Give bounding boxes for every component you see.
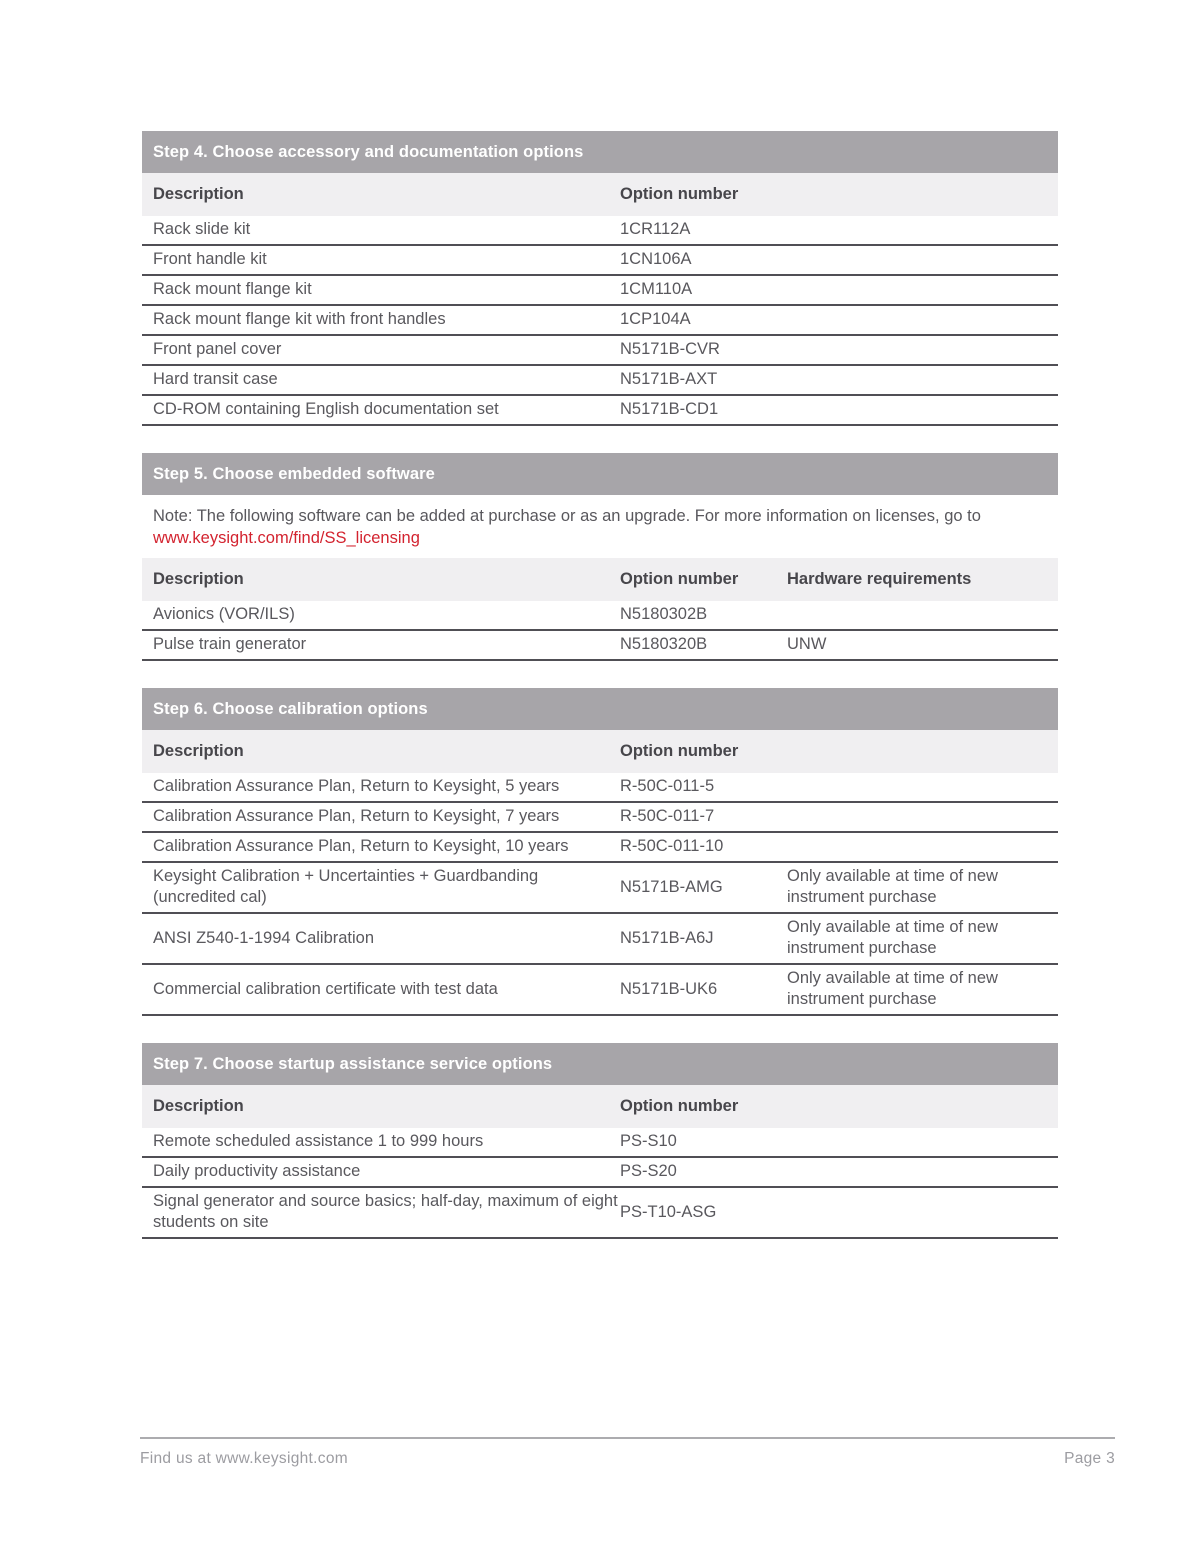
description-cell: Rack slide kit	[153, 220, 251, 238]
table-row	[142, 306, 1058, 336]
step-7-header-bar	[142, 1043, 1058, 1085]
step-4-title: Step 4. Choose accessory and documentation options	[153, 142, 584, 161]
option-number-cell: R-50C-011-5	[620, 777, 715, 795]
table-row	[142, 366, 1058, 396]
description-cell: Front handle kit	[153, 250, 267, 268]
option-number-cell: 1CP104A	[620, 310, 691, 328]
description-cell: Pulse train generator	[153, 635, 307, 653]
description-cell: Calibration Assurance Plan, Return to Keysight, 7 years	[153, 807, 560, 825]
step-6-column-header-row	[142, 730, 1058, 773]
option-number-cell: N5180320B	[620, 635, 708, 653]
option-number-cell: PS-T10-ASG	[620, 1202, 717, 1221]
description-cell: Front panel cover	[153, 340, 282, 358]
column-header-description: Description	[153, 570, 244, 588]
option-number-cell: N5171B-AXT	[620, 370, 718, 388]
step-5-section	[142, 453, 1058, 661]
step-4-section	[142, 131, 1058, 426]
option-number-cell: 1CN106A	[620, 250, 692, 268]
step-6-section	[142, 688, 1058, 1016]
description-cell: Daily productivity assistance	[153, 1162, 361, 1180]
table-row	[142, 396, 1058, 426]
table-row	[142, 965, 1058, 1016]
step-4-header-bar	[142, 131, 1058, 173]
table-row	[142, 276, 1058, 306]
licensing-link[interactable]: www.keysight.com/find/SS_licensing	[153, 529, 420, 547]
footer-find-us-text: Find us at www.keysight.com	[140, 1450, 348, 1467]
step-7-column-header-row	[142, 1085, 1058, 1128]
description-cell: Calibration Assurance Plan, Return to Keysight, 10 years	[153, 837, 569, 855]
table-row	[142, 914, 1058, 965]
table-row	[142, 246, 1058, 276]
option-number-cell: N5171B-A6J	[620, 928, 714, 947]
description-cell: Avionics (VOR/ILS)	[153, 605, 295, 623]
software-license-note	[142, 495, 1058, 558]
option-number-cell: 1CR112A	[620, 220, 691, 238]
step-6-title: Step 6. Choose calibration options	[153, 699, 428, 718]
table-row	[142, 833, 1058, 863]
hardware-requirements-cell: UNW	[787, 635, 827, 653]
option-number-cell: PS-S10	[620, 1132, 677, 1150]
availability-cell: Only available at time of new instrument purchase	[787, 918, 998, 957]
table-row	[142, 863, 1058, 914]
footer-page-number: Page 3	[1064, 1450, 1115, 1467]
table-row	[142, 631, 1058, 661]
table-row	[142, 1188, 1058, 1239]
step-7-section	[142, 1043, 1058, 1239]
note-text: Note: The following software can be added at purchase or as an upgrade. For more information on licenses, go to	[153, 507, 981, 525]
step-7-title: Step 7. Choose startup assistance service options	[153, 1054, 553, 1073]
column-header-option-number: Option number	[620, 570, 739, 588]
step-4-column-header-row	[142, 173, 1058, 216]
description-cell: Rack mount flange kit	[153, 280, 312, 298]
option-number-cell: N5171B-UK6	[620, 979, 718, 998]
table-row	[142, 601, 1058, 631]
option-number-cell: 1CM110A	[620, 280, 693, 298]
column-header-option-number: Option number	[620, 1097, 739, 1115]
page-content	[142, 131, 1058, 1266]
column-header-hardware-requirements: Hardware requirements	[787, 570, 972, 588]
option-number-cell: R-50C-011-10	[620, 837, 724, 855]
description-cell: ANSI Z540-1-1994 Calibration	[153, 928, 375, 947]
description-cell: Hard transit case	[153, 370, 278, 388]
table-row	[142, 773, 1058, 803]
description-cell: Calibration Assurance Plan, Return to Keysight, 5 years	[153, 777, 560, 795]
option-number-cell: PS-S20	[620, 1162, 677, 1180]
table-row	[142, 803, 1058, 833]
step-6-header-bar	[142, 688, 1058, 730]
column-header-description: Description	[153, 185, 244, 203]
table-row	[142, 336, 1058, 366]
column-header-option-number: Option number	[620, 185, 739, 203]
description-cell: CD-ROM containing English documentation set	[153, 400, 499, 418]
table-row	[142, 1128, 1058, 1158]
step-5-header-bar	[142, 453, 1058, 495]
page-footer	[140, 1437, 1115, 1468]
option-number-cell: N5171B-CD1	[620, 400, 719, 418]
description-cell: Keysight Calibration + Uncertainties + Guardbanding (uncredited cal)	[153, 867, 539, 906]
column-header-option-number: Option number	[620, 742, 739, 760]
step-5-column-header-row	[142, 558, 1058, 601]
option-number-cell: N5180302B	[620, 605, 708, 623]
table-row	[142, 216, 1058, 246]
step-5-title: Step 5. Choose embedded software	[153, 464, 435, 483]
column-header-description: Description	[153, 742, 244, 760]
column-header-description: Description	[153, 1097, 244, 1115]
description-cell: Commercial calibration certificate with test data	[153, 979, 498, 998]
availability-cell: Only available at time of new instrument purchase	[787, 867, 998, 906]
option-number-cell: R-50C-011-7	[620, 807, 715, 825]
option-number-cell: N5171B-CVR	[620, 340, 720, 358]
availability-cell: Only available at time of new instrument purchase	[787, 969, 998, 1008]
description-cell: Rack mount flange kit with front handles	[153, 310, 446, 328]
description-cell: Remote scheduled assistance 1 to 999 hours	[153, 1132, 484, 1150]
description-cell: Signal generator and source basics; half-day, maximum of eight students on site	[153, 1192, 618, 1231]
table-row	[142, 1158, 1058, 1188]
option-number-cell: N5171B-AMG	[620, 877, 723, 896]
